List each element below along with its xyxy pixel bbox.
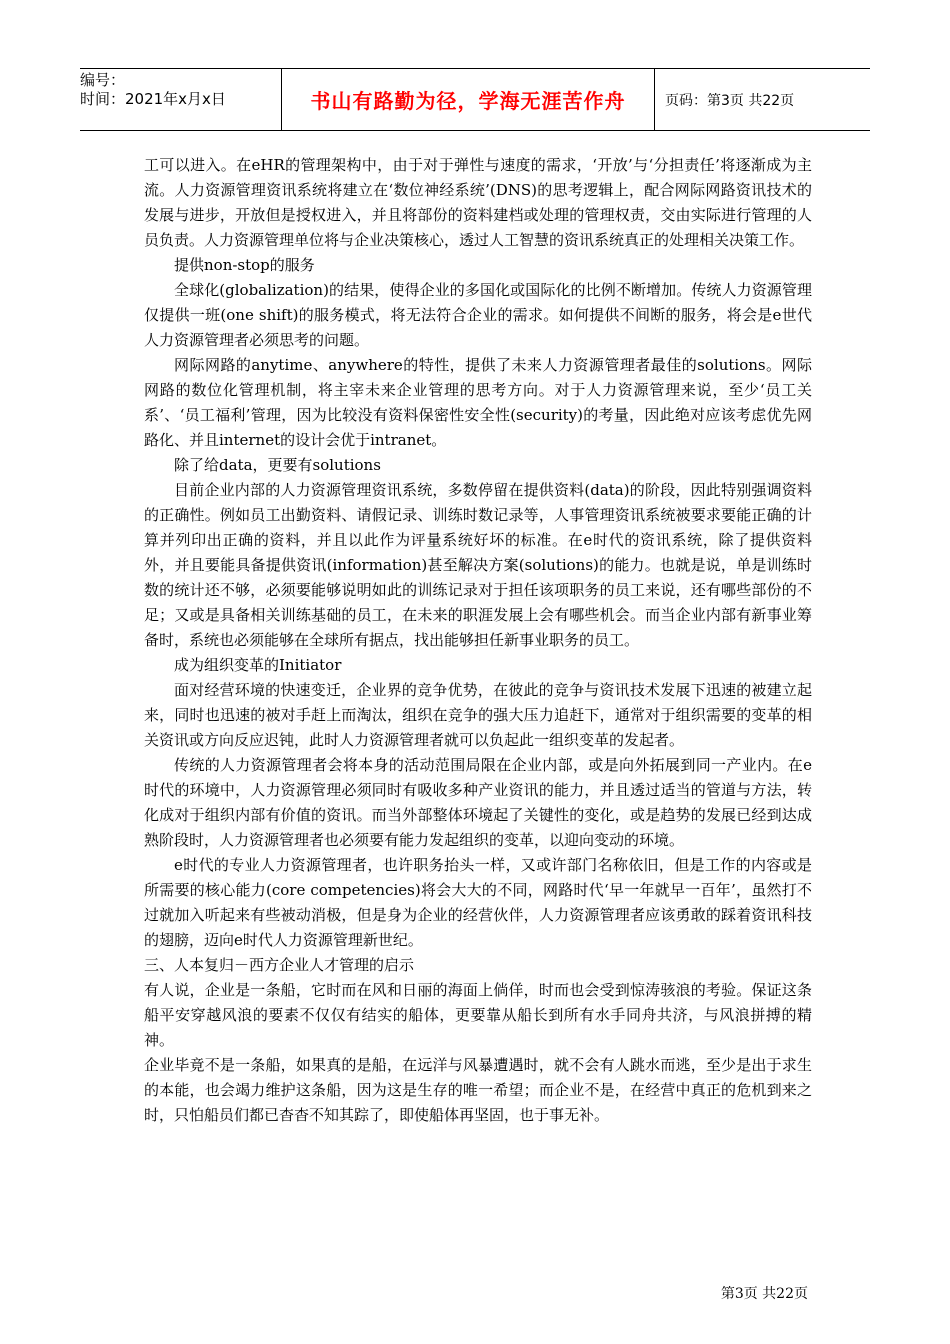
document-number-label: 编号： — [80, 71, 126, 89]
body-paragraph: 有人说，企业是一条船，它时而在风和日丽的海面上倘佯，时而也会受到惊涛骇浪的考验。保证这条船平安穿越风浪的要素不仅仅有结实的船体，更要靠从船长到所有水手同舟共济，与风浪拼搏的精神。 — [144, 981, 812, 1049]
section-heading: 除了给data，更要有solutions — [174, 456, 381, 474]
body-paragraph: 全球化(globalization)的结果，使得企业的多国化或国际化的比例不断增加。传统人力资源管理仅提供一班(one shift)的服务模式，将无法符合企业的需求。如何提供不间断的服务，将会是e世代人力资源管理者必须思考的问题。 — [144, 281, 812, 349]
page-header — [80, 68, 870, 131]
body-paragraph: 工可以进入。在eHR的管理架构中，由于对于弹性与速度的需求，‘开放’与‘分担责任’将逐渐成为主流。人力资源管理资讯系统将建立在‘数位神经系统’(DNS)的思考逻辑上，配合网际网路资讯技术的发展与进步，开放但是授权进入，并且将部份的资料建档或处理的管理权责，交由实际进行管理的人员负责。人力资源管理单位将与企业决策核心，透过人工智慧的资讯系统真正的处理相关决策工作。 — [144, 156, 812, 249]
body-paragraph: e时代的专业人力资源管理者，也许职务抬头一样，又或许部门名称依旧，但是工作的内容或是所需要的核心能力(core competencies)将会大大的不同，网路时代‘早一年就早一百年’，虽然打不过就加入听起来有些被动消极，但是身为企业的经营伙伴，人力资源管理者应该勇敢的踩着资讯科技的翅膀，迈向e时代人力资源管理新世纪。 — [144, 856, 812, 949]
section-heading: 提供non-stop的服务 — [174, 256, 315, 274]
body-paragraph: 传统的人力资源管理者会将本身的活动范围局限在企业内部，或是向外拓展到同一产业内。在e时代的环境中，人力资源管理必须同时有吸收多种产业资讯的能力，并且透过适当的管道与方法，转化成对于组织内部有价值的资讯。而当外部整体环境起了关键性的变化，或是趋势的发展已经到达成熟阶段时，人力资源管理者也必须要有能力发起组织的变革，以迎向变动的环境。 — [144, 756, 812, 849]
body-paragraph: 目前企业内部的人力资源管理资讯系统，多数停留在提供资料(data)的阶段，因此特别强调资料的正确性。例如员工出勤资料、请假记录、训练时数记录等，人事管理资讯系统被要求要能正确的计算并列印出正确的资料，并且以此作为评量系统好坏的标准。在e时代的资讯系统，除了提供资料外，并且要能具备提供资讯(information)甚至解决方案(solutions)的能力。也就是说，单是训练时数的统计还不够，必须要能够说明如此的训练记录对于担任该项职务的员工来说，还有哪些部份的不足；又或是具备相关训练基础的员工，在未来的职涯发展上会有哪些机会。而当企业内部有新事业筹备时，系统也必须能够在全球所有据点，找出能够担任新事业职务的员工。 — [144, 481, 812, 649]
document-body — [144, 153, 812, 1128]
body-paragraph: 网际网路的anytime、anywhere的特性，提供了未来人力资源管理者最佳的solutions。网际网路的数位化管理机制，将主宰未来企业管理的思考方向。对于人力资源管理来说，至少‘员工关系’、‘员工福利’管理，因为比较没有资料保密性安全性(security)的考量，因此绝对应该考虑优先网路化、并且internet的设计会优于intranet。 — [144, 356, 812, 449]
body-paragraph: 面对经营环境的快速变迁，企业界的竞争优势，在彼此的竞争与资讯技术发展下迅速的被建立起来，同时也迅速的被对手赶上而淘汰，组织在竞争的强大压力追赶下，通常对于组织需要的变革的相关资讯或方向反应迟钝，此时人力资源管理者就可以负起此一组织变革的发起者。 — [144, 681, 812, 749]
header-page-code: 页码：第3页 共22页 — [665, 92, 795, 109]
page-footer: 第3页 共22页 — [720, 1286, 808, 1302]
document-date-label: 时间：2021年x月x日 — [80, 90, 226, 108]
body-paragraph: 企业毕竟不是一条船，如果真的是船，在远洋与风暴遭遇时，就不会有人跳水而逃，至少是出于求生的本能，也会竭力维护这条船，因为这是生存的唯一希望；而企业不是，在经营中真正的危机到来之时，只怕船员们都已杳杳不知其踪了，即使船体再坚固，也于事无补。 — [144, 1056, 812, 1124]
section-heading: 成为组织变革的Initiator — [174, 656, 342, 674]
chapter-heading: 三、人本复归－西方企业人才管理的启示 — [144, 956, 415, 974]
header-motto: 书山有路勤为径，学海无涯苦作舟 — [282, 69, 655, 130]
header-meta — [80, 69, 282, 130]
